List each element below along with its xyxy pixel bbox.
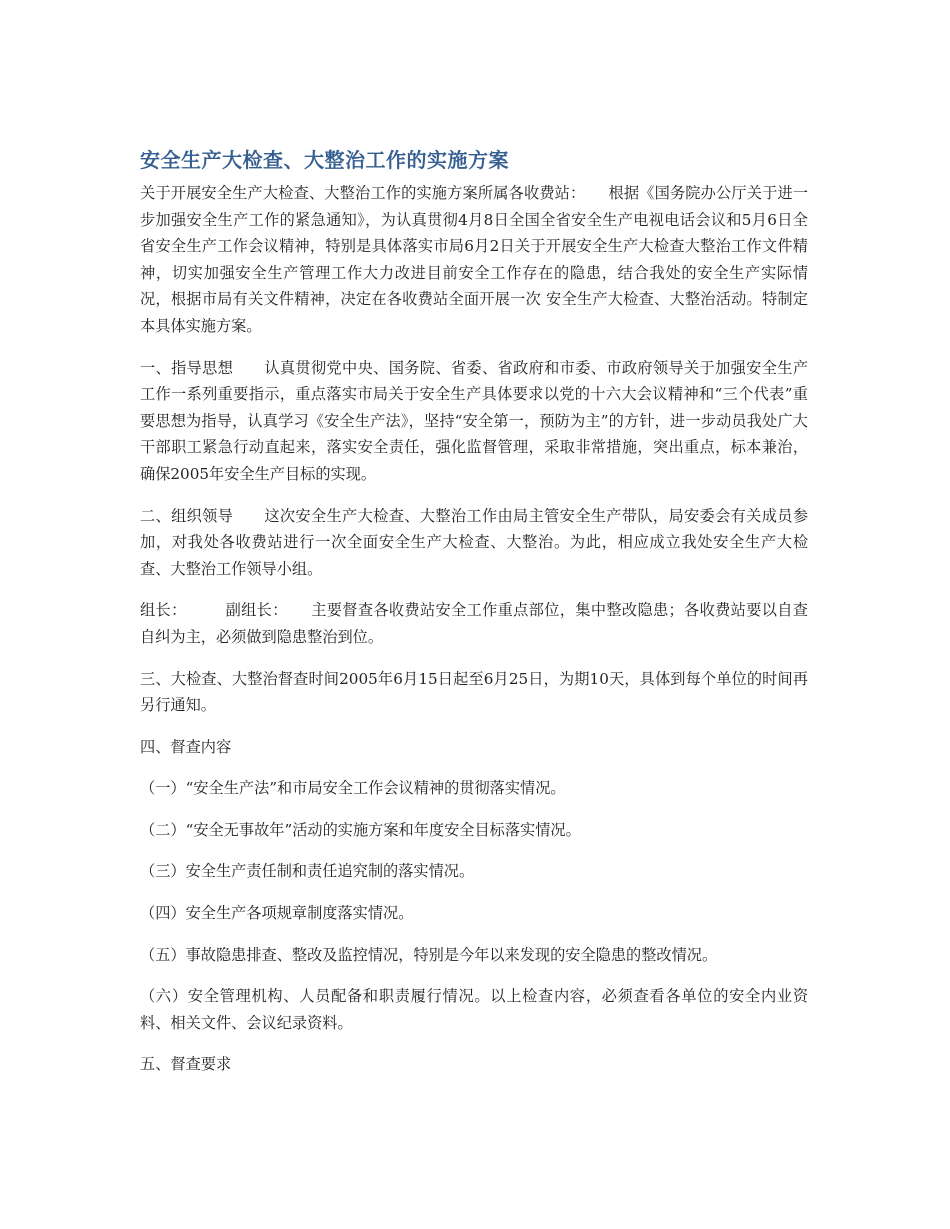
document-title: 安全生产大检查、大整治工作的实施方案 xyxy=(140,148,509,172)
inspection-time-paragraph: 三、大检查、大整治督查时间2005年6月15日起至6月25日，为期10天，具体到每个单位的时间再另行通知。 xyxy=(140,669,808,715)
content-item-4: （四）安全生产各项规章制度落实情况。 xyxy=(140,904,414,923)
content-item-3: （三）安全生产责任制和责任追究制的落实情况。 xyxy=(140,862,475,881)
team-leader-paragraph: 组长： 副组长： 主要督查各收费站安全工作重点部位，集中整改隐患；各收费站要以自查自纠为主，必须做到隐患整治到位。 xyxy=(140,601,808,646)
inspection-content-heading: 四、督查内容 xyxy=(140,737,232,756)
content-item-2: （二）“安全无事故年”活动的实施方案和年度安全目标落实情况。 xyxy=(140,820,581,839)
content-item-1: （一）“安全生产法”和市局安全工作会议精神的贯彻落实情况。 xyxy=(140,779,566,798)
inspection-requirements-heading: 五、督查要求 xyxy=(140,1055,232,1074)
content-item-5: （五）事故隐患排查、整改及监控情况，特别是今年以来发现的安全隐患的整改情况。 xyxy=(140,945,718,964)
intro-paragraph: 关于开展安全生产大检查、大整治工作的实施方案所属各收费站： 根据《国务院办公厅关于进一步加强安全生产工作的紧急通知》，为认真贯彻4月8日全国全省安全生产电视电话会议和5月6日全省安全生产工作会议精神，特别是具体落实市局6月2日关于开展安全生产大检查大整治工作文件精神，切实加强安全生产管理工作大力改进目前安全工作存在的隐患，结合我处的安全生产实际情况，根据市局有关文件精神，决定在各收费站全面开展一次 安全生产大检查、大整治活动。特制定本具体实施方案。 xyxy=(140,184,808,335)
document-body xyxy=(140,146,808,1093)
content-item-6: （六）安全管理机构、人员配备和职责履行情况。以上检查内容，必须查看各单位的安全内业资料、相关文件、会议纪录资料。 xyxy=(140,987,808,1032)
guiding-ideology-paragraph: 一、指导思想 认真贯彻党中央、国务院、省委、省政府和市委、市政府领导关于加强安全生产工作一系列重要指示，重点落实市局关于安全生产具体要求以党的十六大会议精神和“三个代表”重要思想为指导，认真学习《安全生产法》，坚持“安全第一，预防为主”的方针，进一步动员我处广大干部职工紧急行动直起来，落实安全责任，强化监督管理，采取非常措施，突出重点，标本兼治，确保2005年安全生产目标的实现。 xyxy=(140,358,808,483)
organization-leadership-paragraph: 二、组织领导 这次安全生产大检查、大整治工作由局主管安全生产带队，局安委会有关成员参加，对我处各收费站进行一次全面安全生产大检查、大整治。为此，相应成立我处安全生产大检查、大整治工作领导小组。 xyxy=(140,506,808,578)
